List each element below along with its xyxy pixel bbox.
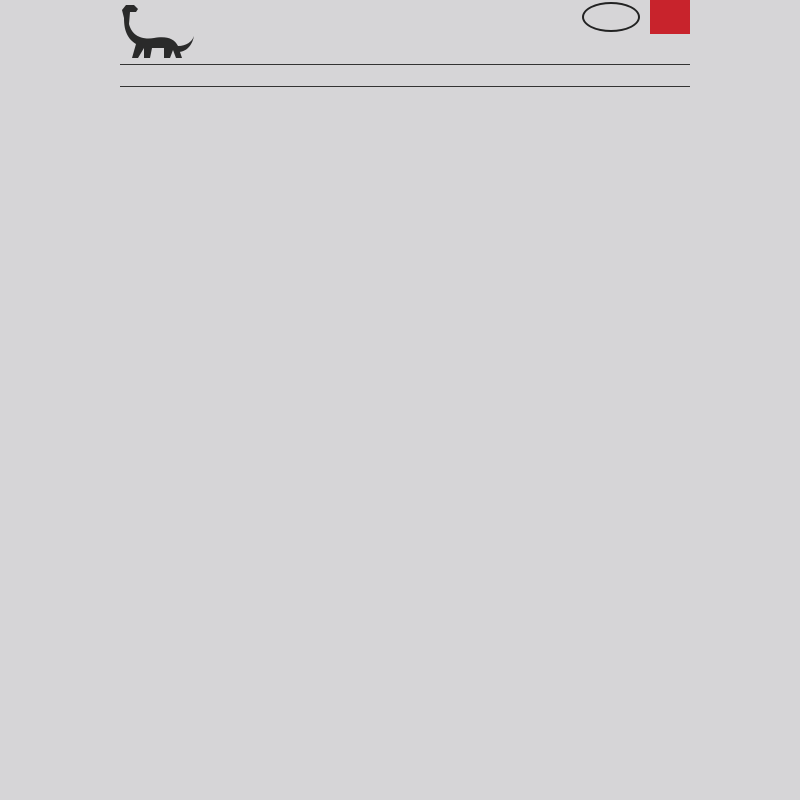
otc-badge — [582, 2, 640, 32]
external-use-badge — [650, 0, 690, 34]
header — [0, 0, 800, 62]
divider — [120, 86, 690, 87]
dinosaur-logo-icon — [112, 2, 196, 60]
divider — [120, 64, 690, 65]
